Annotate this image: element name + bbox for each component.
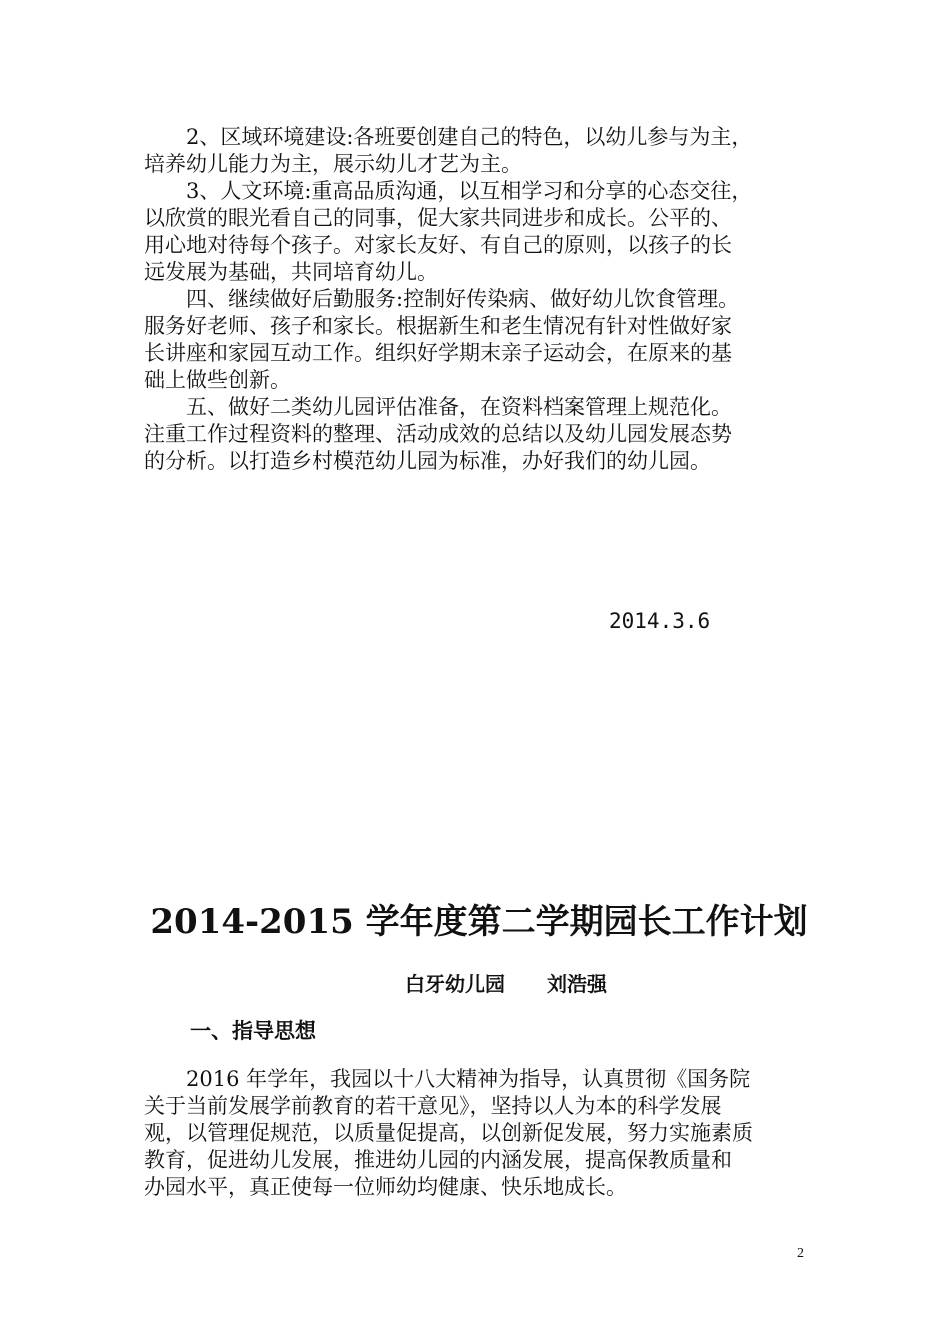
- section-body: [144, 1066, 824, 1201]
- paragraph-line: 2016 年学年，我园以十八大精神为指导，认真贯彻《国务院: [186, 1067, 751, 1091]
- author-name: 刘浩强: [547, 972, 607, 996]
- paragraph-line: 的分析。以打造乡村模范幼儿园为标准，办好我们的幼儿园。: [144, 449, 711, 473]
- paragraph-line: 五、做好二类幼儿园评估准备，在资料档案管理上规范化。: [186, 395, 732, 419]
- paragraph-line: 培养幼儿能力为主，展示幼儿才艺为主。: [144, 152, 522, 176]
- page-number: 2: [797, 1246, 804, 1261]
- continued-text: [144, 124, 824, 475]
- paragraph-line: 长讲座和家园互动工作。组织好学期末亲子运动会，在原来的基: [144, 341, 732, 365]
- paragraph-line: 教育，促进幼儿发展，推进幼儿园的内涵发展，提高保教质量和: [144, 1148, 732, 1172]
- paragraph-line: 以欣赏的眼光看自己的同事，促大家共同进步和成长。公平的、: [144, 206, 732, 230]
- paragraph-line: 注重工作过程资料的整理、活动成效的总结以及幼儿园发展态势: [144, 422, 732, 446]
- paragraph-line: 办园水平，真正使每一位师幼均健康、快乐地成长。: [144, 1175, 627, 1199]
- document-date: 2014.3.6: [609, 609, 711, 633]
- paragraph-line: 2、区域环境建设:各班要创建自己的特色，以幼儿参与为主，: [186, 125, 753, 149]
- paragraph-line: 服务好老师、孩子和家长。根据新生和老生情况有针对性做好家: [144, 314, 732, 338]
- paragraph-line: 3、人文环境:重高品质沟通，以互相学习和分享的心态交往，: [186, 179, 753, 203]
- section-heading: 一、指导思想: [190, 1019, 316, 1043]
- school-name: 白牙幼儿园: [405, 972, 505, 996]
- author-line: [405, 970, 607, 998]
- paragraph-line: 四、继续做好后勤服务:控制好传染病、做好幼儿饮食管理。: [186, 287, 740, 311]
- paragraph-line: 用心地对待每个孩子。对家长友好、有自己的原则，以孩子的长: [144, 233, 732, 257]
- paragraph-line: 础上做些创新。: [144, 368, 291, 392]
- paragraph-line: 远发展为基础，共同培育幼儿。: [144, 260, 438, 284]
- paragraph-line: 关于当前发展学前教育的若干意见》，坚持以人为本的科学发展: [144, 1094, 722, 1118]
- paragraph-line: 观，以管理促规范，以质量促提高，以创新促发展，努力实施素质: [144, 1121, 753, 1145]
- document-title: 2014-2015 学年度第二学期园长工作计划: [150, 902, 808, 942]
